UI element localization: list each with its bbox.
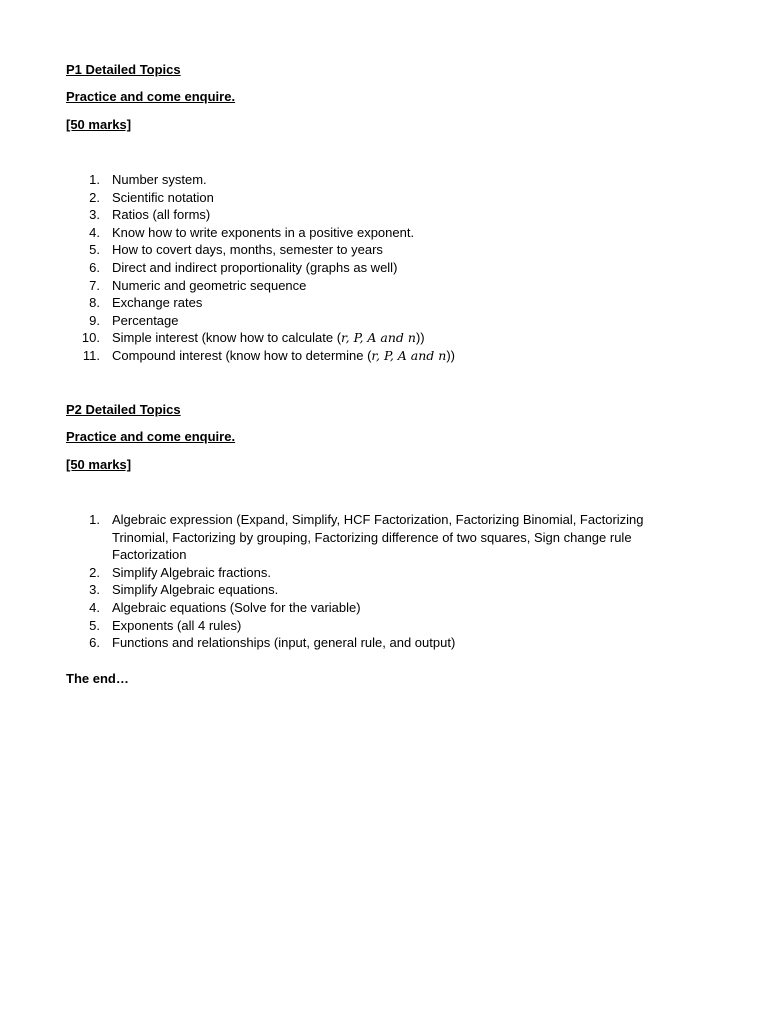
list-item: 5. How to covert days, months, semester to years bbox=[89, 242, 383, 258]
list-item: 6. Functions and relationships (input, general rule, and output) bbox=[89, 635, 456, 651]
list-item: 5. Exponents (all 4 rules) bbox=[89, 617, 242, 633]
list-item: 1. Number system. bbox=[89, 172, 207, 187]
list-item: 10. Simple interest (know how to calculate (r, P, A and n)) bbox=[81, 330, 425, 346]
math-expression: r, P, A and n bbox=[371, 347, 447, 363]
the-end-text: The end… bbox=[66, 671, 129, 686]
list-item: 4. Know how to write exponents in a positive exponent. bbox=[89, 224, 415, 240]
p1-topic-list bbox=[0, 171, 700, 365]
list-item: 3. Simplify Algebraic equations. bbox=[89, 582, 279, 598]
list-item: 3. Ratios (all forms) bbox=[89, 207, 211, 223]
list-item: 2. Scientific notation bbox=[89, 189, 214, 205]
list-item: 8. Exchange rates bbox=[89, 295, 203, 311]
p1-marks: [50 marks] bbox=[66, 117, 132, 132]
p2-marks: [50 marks] bbox=[66, 457, 132, 472]
list-item: 2. Simplify Algebraic fractions. bbox=[89, 564, 271, 580]
list-item: 9. Percentage bbox=[89, 312, 179, 328]
list-item: 4. Algebraic equations (Solve for the variable) bbox=[89, 599, 361, 615]
list-item: 11. Compound interest (know how to determine (r, P, A and n)) bbox=[82, 347, 455, 363]
list-item: 6. Direct and indirect proportionality (graphs as well) bbox=[89, 259, 398, 275]
p1-title: P1 Detailed Topics bbox=[66, 62, 181, 77]
p2-subtitle: Practice and come enquire. bbox=[66, 429, 236, 444]
list-item: 7. Numeric and geometric sequence bbox=[89, 277, 307, 293]
p2-title: P2 Detailed Topics bbox=[66, 402, 181, 417]
p2-topic-list bbox=[0, 511, 700, 652]
math-expression: r, P, A and n bbox=[341, 330, 416, 346]
p1-subtitle: Practice and come enquire. bbox=[66, 89, 236, 104]
list-item: 1. Algebraic expression (Expand, Simplify, HCF Factorization, Factorizing Binomial, Factorizing Trinomial, Factorizing by grouping, Factorizing difference of two squares, Sign change rule Factorization bbox=[89, 512, 644, 563]
